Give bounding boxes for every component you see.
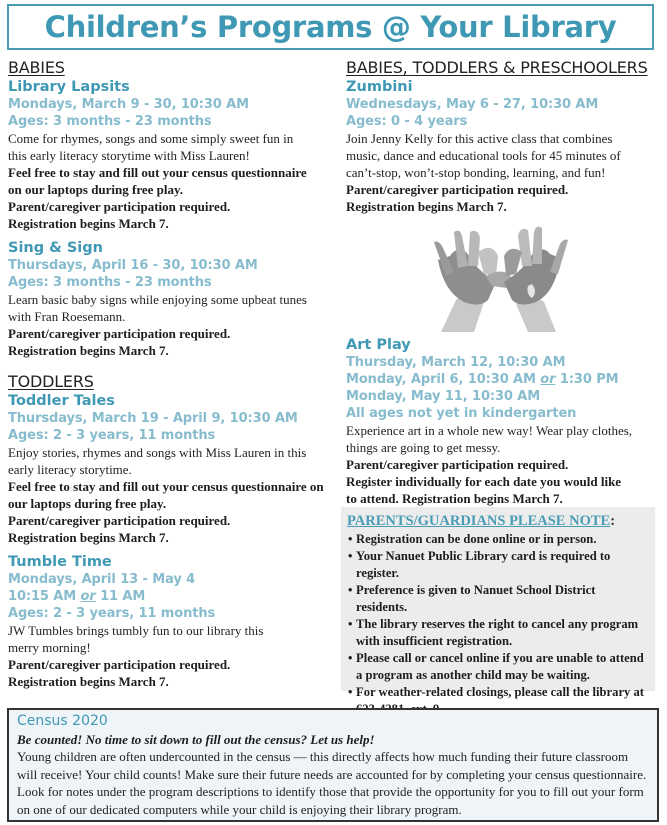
parents-note-title: [347, 511, 649, 531]
program-description: Enjoy stories, rhymes and songs with Miss Lauren in this: [8, 445, 307, 460]
program-note: Parent/caregiver participation required.: [346, 457, 569, 472]
program-note: Feel free to stay and fill out your census questionnaire on: [8, 479, 324, 494]
program-note: Feel free to stay and fill out your census questionnaire: [8, 165, 307, 180]
time-option: 1:30 PM: [555, 372, 619, 387]
census-box: [7, 708, 659, 822]
program-name: Zumbini: [346, 79, 413, 95]
program-ages: Ages: 2 - 3 years, 11 months: [8, 606, 216, 621]
program-name: Tumble Time: [8, 554, 112, 570]
section-heading-toddlers: TODDLERS: [8, 372, 94, 391]
page-title: Children’s Programs @ Your Library: [44, 10, 617, 44]
program-ages: Ages: 3 months - 23 months: [8, 114, 212, 129]
program-name: Sing & Sign: [8, 240, 103, 256]
program-note: Registration begins March 7.: [346, 199, 507, 214]
program-description: Learn basic baby signs while enjoying some upbeat tunes: [8, 292, 307, 307]
program-description: things are going to get messy.: [346, 440, 501, 455]
program-ages: Ages: 0 - 4 years: [346, 114, 468, 129]
program-schedule: Monday, May 11, 10:30 AM: [346, 389, 541, 404]
program-note: Registration begins March 7.: [8, 343, 169, 358]
or-text: or: [540, 372, 556, 387]
program-note: Parent/caregiver participation required.: [346, 182, 569, 197]
note-item: • Preference is given to Nanuet School District residents.: [347, 582, 649, 616]
program-description: merry morning!: [8, 640, 91, 655]
program-description: can’t-stop, won’t-stop bonding, learning, and fun!: [346, 165, 606, 180]
program-name: Toddler Tales: [8, 393, 115, 409]
note-item: • Registration can be done online or in person.: [347, 531, 649, 548]
program-schedule: Wednesdays, May 6 - 27, 10:30 AM: [346, 97, 599, 112]
hands-heart-illustration: [346, 222, 658, 332]
program-zumbini: [346, 78, 658, 215]
program-description: music, dance and educational tools for 45 minutes of: [346, 148, 621, 163]
program-note: Register individually for each date you would like: [346, 474, 622, 489]
program-note: Parent/caregiver participation required.: [8, 657, 231, 672]
program-ages: All ages not yet in kindergarten: [346, 406, 577, 421]
program-description: with Fran Roesemann.: [8, 309, 126, 324]
program-schedule: Thursday, March 12, 10:30 AM: [346, 355, 566, 370]
program-library-lapsits: [8, 78, 333, 232]
program-name: Library Lapsits: [8, 79, 130, 95]
title-banner: [7, 4, 654, 50]
program-tumble-time: [8, 553, 333, 690]
right-column: [346, 58, 658, 514]
program-description: JW Tumbles brings tumbly fun to our library this: [8, 623, 264, 638]
program-note: Parent/caregiver participation required.: [8, 513, 231, 528]
census-tagline: Be counted! No time to sit down to fill out the census? Let us help!: [17, 732, 375, 747]
program-description: Join Jenny Kelly for this active class that combines: [346, 131, 613, 146]
program-note: to attend. Registration begins March 7.: [346, 491, 563, 506]
painted-hands-heart-icon: [346, 222, 658, 332]
left-column: [8, 58, 333, 697]
program-note: Parent/caregiver participation required.: [8, 326, 231, 341]
time-option: Monday, April 6, 10:30 AM: [346, 372, 541, 387]
program-ages: Ages: 2 - 3 years, 11 months: [8, 428, 216, 443]
program-description: Come for rhymes, songs and some simply sweet fun in: [8, 131, 294, 146]
time-option: 11 AM: [95, 589, 146, 604]
note-item: • Your Nanuet Public Library card is required to register.: [347, 548, 649, 582]
time-option: 10:15 AM: [8, 589, 81, 604]
program-note: Registration begins March 7.: [8, 530, 169, 545]
program-schedule: Thursdays, March 19 - April 9, 10:30 AM: [8, 411, 298, 426]
program-schedule-times: [8, 588, 333, 605]
program-description: Experience art in a whole new way! Wear play clothes,: [346, 423, 633, 438]
program-description: early literacy storytime.: [8, 462, 132, 477]
census-body: Young children are often undercounted in the census — this directly affects how much funding their future classroom will receive! Your child counts! Make sure their future needs are accounted for by completing your census questionnaire. Look for notes under the program descriptions to identify those that provide the opportunity for you to fill out your form on one of our dedicated computers while your child is enjoying their library program.: [17, 749, 647, 817]
program-description: this early literacy storytime with Miss Lauren!: [8, 148, 250, 163]
census-title: Census 2020: [17, 713, 108, 729]
note-title-colon: :: [610, 513, 616, 529]
note-item: • For weather-related closings, please call the library at: [347, 684, 649, 718]
program-sing-and-sign: [8, 239, 333, 359]
program-note: our laptops during free play.: [8, 496, 167, 511]
note-item: • The library reserves the right to cancel any program with insufficient registration.: [347, 616, 649, 650]
program-schedule: [346, 371, 658, 388]
program-toddler-tales: [8, 392, 333, 546]
program-schedule: Mondays, March 9 - 30, 10:30 AM: [8, 97, 249, 112]
program-note: on our laptops during free play.: [8, 182, 184, 197]
or-text: or: [80, 589, 96, 604]
program-schedule: Mondays, April 13 - May 4: [8, 572, 196, 587]
parents-note-box: [341, 507, 655, 699]
program-ages: Ages: 3 months - 23 months: [8, 275, 212, 290]
note-title-text: PARENTS/GUARDIANS PLEASE NOTE: [347, 513, 611, 529]
note-item: • Please call or cancel online if you are unable to attend a program as another child may be waiting.: [347, 650, 649, 684]
section-heading-all-ages: BABIES, TODDLERS & PRESCHOOLERS: [346, 58, 648, 77]
program-note: Registration begins March 7.: [8, 674, 169, 689]
program-note: Registration begins March 7.: [8, 216, 169, 231]
program-schedule: Thursdays, April 16 - 30, 10:30 AM: [8, 258, 258, 273]
program-art-play: [346, 336, 658, 507]
program-name: Art Play: [346, 337, 411, 353]
program-note: Parent/caregiver participation required.: [8, 199, 231, 214]
section-heading-babies: BABIES: [8, 58, 65, 77]
